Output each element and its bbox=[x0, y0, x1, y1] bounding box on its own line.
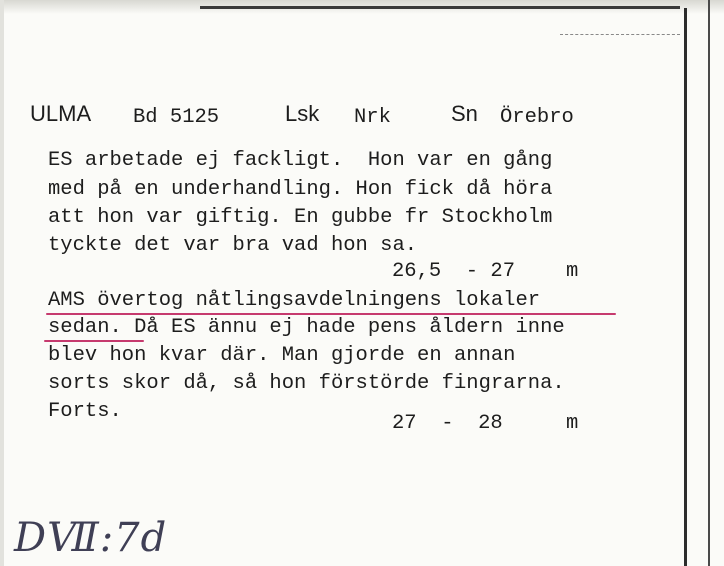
place-name: Örebro bbox=[500, 106, 574, 129]
right-edge-line-outer bbox=[708, 0, 710, 566]
text-line: att hon var giftig. En gubbe fr Stockholm bbox=[48, 206, 553, 229]
text-line: ES arbetade ej fackligt. Hon var en gång bbox=[48, 149, 553, 172]
handwritten-signature: DⅦ:7d bbox=[14, 515, 168, 561]
lsk-label: Lsk bbox=[285, 101, 320, 126]
page-ref-unit: m bbox=[566, 260, 579, 283]
archive-code: ULMA bbox=[30, 101, 92, 126]
text-line: blev hon kvar där. Man gjorde en annan bbox=[48, 344, 516, 367]
pink-underline bbox=[46, 313, 616, 315]
text-line: sorts skor då, så hon förstörde fingrarna. bbox=[48, 372, 565, 395]
page-ref-unit: m bbox=[566, 412, 579, 435]
text-line: AMS övertog nåtlingsavdelningens lokaler bbox=[48, 289, 541, 312]
page-ref-range: 26,5 - 27 bbox=[392, 260, 516, 283]
text-line: tyckte det var bra vad hon sa. bbox=[48, 234, 418, 257]
text-line: med på en underhandling. Hon fick då höra bbox=[48, 178, 553, 201]
sn-label: Sn bbox=[451, 101, 478, 126]
top-rule bbox=[200, 6, 680, 9]
text-line: sedan. Då ES ännu ej hade pens åldern inne bbox=[48, 316, 565, 339]
pink-underline-short bbox=[44, 340, 144, 342]
dash-rule bbox=[560, 34, 680, 35]
nrk-label: Nrk bbox=[354, 106, 391, 129]
bd-number: Bd 5125 bbox=[133, 106, 220, 129]
left-shadow bbox=[0, 0, 4, 566]
right-edge-line bbox=[684, 8, 687, 566]
text-line: Forts. bbox=[48, 400, 122, 423]
page-ref-range: 27 - 28 bbox=[392, 412, 503, 435]
